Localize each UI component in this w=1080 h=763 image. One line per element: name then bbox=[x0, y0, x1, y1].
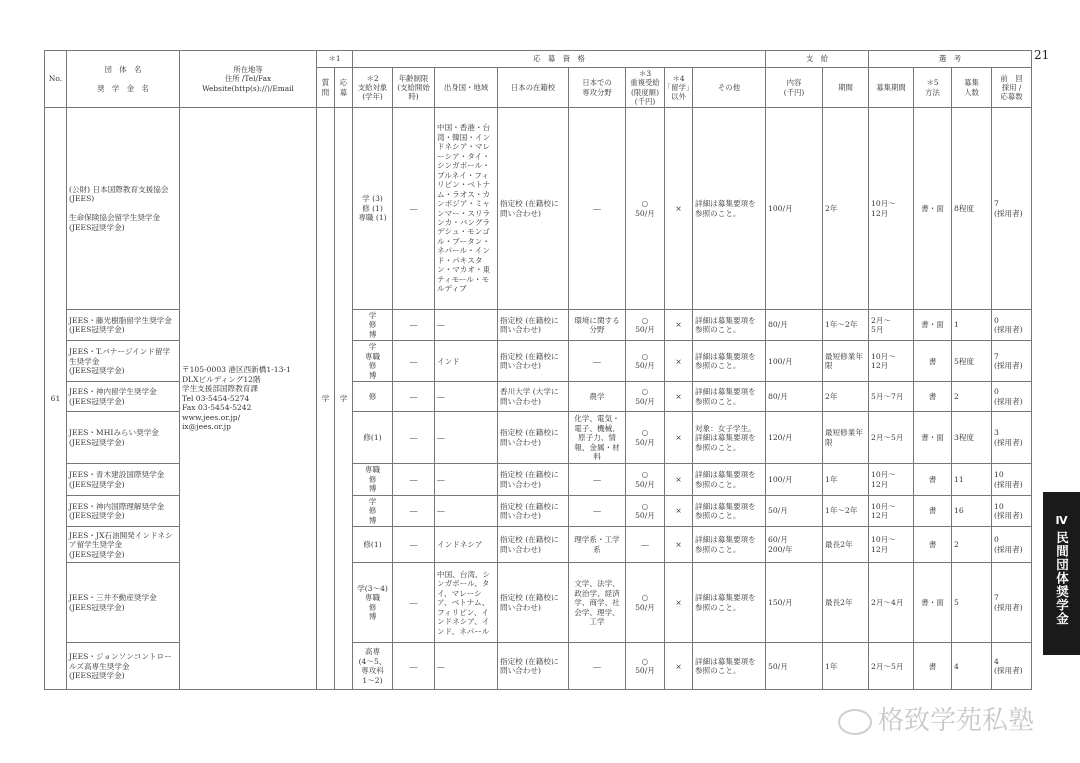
method-cell: 書 bbox=[914, 341, 952, 382]
other-cell: 詳細は募集要項を参照のこと。 bbox=[693, 341, 766, 382]
apply-cell: 学 bbox=[335, 108, 353, 690]
previous-cell: 4 (採用者) bbox=[992, 643, 1032, 690]
dual-receipt-cell: ○ 50/月 bbox=[626, 310, 665, 341]
school-cell: 指定校 (在籍校に問い合わせ) bbox=[498, 310, 569, 341]
age-limit-cell: ― bbox=[393, 643, 435, 690]
visa-cell: × bbox=[665, 310, 693, 341]
school-cell: 指定校 (在籍校に問い合わせ) bbox=[498, 527, 569, 563]
dual-receipt-cell: ○ 50/月 bbox=[626, 495, 665, 526]
major-cell: 農学 bbox=[569, 382, 626, 412]
target-cell: 修 bbox=[353, 382, 393, 412]
header-other: その他 bbox=[693, 68, 766, 108]
recruit-period-cell: 10月～ 12月 bbox=[869, 464, 914, 495]
method-cell: 書・面 bbox=[914, 108, 952, 310]
scholarship-name-cell: JEES・MHIみらい奨学金 (JEES冠奨学金) bbox=[67, 412, 180, 464]
major-cell: 理学系・工学系 bbox=[569, 527, 626, 563]
header-age: 年齢制限 (支給開始時) bbox=[393, 68, 435, 108]
count-cell: 5 bbox=[952, 563, 992, 643]
amount-cell: 100/月 bbox=[766, 108, 823, 310]
amount-cell: 80/月 bbox=[766, 310, 823, 341]
period-cell: 2年 bbox=[823, 382, 869, 412]
method-cell: 書 bbox=[914, 643, 952, 690]
amount-cell: 80/月 bbox=[766, 382, 823, 412]
school-cell: 指定校 (在籍校に問い合わせ) bbox=[498, 495, 569, 526]
count-cell: 2 bbox=[952, 527, 992, 563]
header-selection: 選 考 bbox=[869, 51, 1032, 68]
section-tab-number: Ⅳ bbox=[1055, 514, 1068, 527]
origin-cell: インド bbox=[435, 341, 498, 382]
origin-cell: ― bbox=[435, 382, 498, 412]
other-cell: 詳細は募集要項を参照のこと。 bbox=[693, 527, 766, 563]
dual-receipt-cell: ○ 50/月 bbox=[626, 382, 665, 412]
header-count: 募集 人数 bbox=[952, 68, 992, 108]
origin-cell: ― bbox=[435, 412, 498, 464]
previous-cell: 7 (採用者) bbox=[992, 108, 1032, 310]
count-cell: 5程度 bbox=[952, 341, 992, 382]
scholarship-name-cell: JEES・藤光樹脂留学生奨学金 (JEES冠奨学金) bbox=[67, 310, 180, 341]
recruit-period-cell: 2月～5月 bbox=[869, 643, 914, 690]
other-cell: 対象：女子学生。詳細は募集要項を参照のこと。 bbox=[693, 412, 766, 464]
school-cell: 香川大学 (大学に問い合わせ) bbox=[498, 382, 569, 412]
target-cell: 学 修 博 bbox=[353, 495, 393, 526]
header-period: 期間 bbox=[823, 68, 869, 108]
age-limit-cell: ― bbox=[393, 108, 435, 310]
table-body bbox=[45, 108, 1032, 690]
age-limit-cell: ― bbox=[393, 412, 435, 464]
amount-cell: 100/月 bbox=[766, 464, 823, 495]
count-cell: 16 bbox=[952, 495, 992, 526]
watermark bbox=[838, 700, 1034, 737]
count-cell: 8程度 bbox=[952, 108, 992, 310]
recruit-period-cell: 10月～ 12月 bbox=[869, 495, 914, 526]
target-cell: 学 修 博 bbox=[353, 310, 393, 341]
inquiry-cell: 学 bbox=[317, 108, 335, 690]
school-cell: 指定校 (在籍校に問い合わせ) bbox=[498, 643, 569, 690]
target-cell: 専職 修 博 bbox=[353, 464, 393, 495]
other-cell: 詳細は募集要項を参照のこと。 bbox=[693, 464, 766, 495]
recruit-period-cell: 2月～ 5月 bbox=[869, 310, 914, 341]
school-cell: 指定校 (在籍校に問い合わせ) bbox=[498, 341, 569, 382]
visa-cell: × bbox=[665, 643, 693, 690]
header-origin: 出身国・地域 bbox=[435, 68, 498, 108]
count-cell: 2 bbox=[952, 382, 992, 412]
visa-cell: × bbox=[665, 108, 693, 310]
count-cell: 11 bbox=[952, 464, 992, 495]
dual-receipt-cell: ○ 50/月 bbox=[626, 643, 665, 690]
period-cell: 1年 bbox=[823, 643, 869, 690]
origin-cell: ― bbox=[435, 643, 498, 690]
school-cell: 指定校 (在籍校に問い合わせ) bbox=[498, 108, 569, 310]
target-cell: 学 (3) 修 (1) 専職 (1) bbox=[353, 108, 393, 310]
target-cell: 学 専職 修 博 bbox=[353, 341, 393, 382]
school-cell: 指定校 (在籍校に問い合わせ) bbox=[498, 563, 569, 643]
table-row bbox=[45, 108, 1032, 310]
recruit-period-cell: 2月～4月 bbox=[869, 563, 914, 643]
previous-cell: 7 (採用者) bbox=[992, 341, 1032, 382]
major-cell: 環境に関する分野 bbox=[569, 310, 626, 341]
visa-cell: × bbox=[665, 495, 693, 526]
count-cell: 3程度 bbox=[952, 412, 992, 464]
target-cell: 高専 (4～5、 専攻科 1～2) bbox=[353, 643, 393, 690]
age-limit-cell: ― bbox=[393, 464, 435, 495]
period-cell: 最長2年 bbox=[823, 527, 869, 563]
scholarship-name-cell: JEES・神内国際理解奨学金 (JEES冠奨学金) bbox=[67, 495, 180, 526]
header-eligibility: 応 募 資 格 bbox=[353, 51, 766, 68]
recruit-period-cell: 5月～7月 bbox=[869, 382, 914, 412]
header-previous: 前 回 採用 / 応募数 bbox=[992, 68, 1032, 108]
major-cell: ― bbox=[569, 341, 626, 382]
origin-cell: 中国、台湾、シンガポール、タイ、マレーシア、ベトナム、フィリピン、インドネシア、インド、ネパール bbox=[435, 563, 498, 643]
dual-receipt-cell: ○ 50/月 bbox=[626, 563, 665, 643]
period-cell: 最短修業年限 bbox=[823, 412, 869, 464]
period-cell: 1年～2年 bbox=[823, 495, 869, 526]
method-cell: 書 bbox=[914, 495, 952, 526]
target-cell: 学(3～4) 専職 修 博 bbox=[353, 563, 393, 643]
header-star1: ＊1 bbox=[317, 51, 353, 68]
previous-cell: 0 (採用者) bbox=[992, 527, 1032, 563]
visa-cell: × bbox=[665, 563, 693, 643]
scholarship-table bbox=[44, 50, 1032, 690]
header-target: ＊2 支給対象 (学年) bbox=[353, 68, 393, 108]
org-number-cell: 61 bbox=[45, 108, 67, 690]
recruit-period-cell: 10月～ 12月 bbox=[869, 108, 914, 310]
method-cell: 書・面 bbox=[914, 310, 952, 341]
previous-cell: 10 (採用者) bbox=[992, 495, 1032, 526]
major-cell: ― bbox=[569, 495, 626, 526]
period-cell: 1年 bbox=[823, 464, 869, 495]
recruit-period-cell: 10月～ 12月 bbox=[869, 341, 914, 382]
origin-cell: ― bbox=[435, 495, 498, 526]
header-recruit-period: 募集期間 bbox=[869, 68, 914, 108]
origin-cell: 中国・香港・台湾・韓国・インドネシア・マレーシア・タイ・シンガポール・ブルネイ・フィリピン・ベトナム・ラオス・カンボジア・ミャンマー・スリランカ・バングラデシュ・モンゴル・ブータン・ネパール・インド・パキスタン・マカオ・東ティモール・モルディブ bbox=[435, 108, 498, 310]
period-cell: 最短修業年限 bbox=[823, 341, 869, 382]
dual-receipt-cell: ○ 50/月 bbox=[626, 464, 665, 495]
header-no: No. bbox=[45, 51, 67, 108]
age-limit-cell: ― bbox=[393, 310, 435, 341]
count-cell: 1 bbox=[952, 310, 992, 341]
major-cell: ― bbox=[569, 108, 626, 310]
header-method: ＊5 方法 bbox=[914, 68, 952, 108]
header-visa: ＊4 ｢留学｣ 以外 bbox=[665, 68, 693, 108]
header-name: 団 体 名 奨 学 金 名 bbox=[67, 51, 180, 108]
previous-cell: 0 (採用者) bbox=[992, 310, 1032, 341]
recruit-period-cell: 2月～5月 bbox=[869, 412, 914, 464]
header-amount: 内容 (千円) bbox=[766, 68, 823, 108]
other-cell: 詳細は募集要項を参照のこと。 bbox=[693, 563, 766, 643]
header-school: 日本の在籍校 bbox=[498, 68, 569, 108]
page-number: 21 bbox=[1034, 48, 1050, 62]
dual-receipt-cell: ○ 50/月 bbox=[626, 108, 665, 310]
method-cell: 書 bbox=[914, 382, 952, 412]
amount-cell: 150/月 bbox=[766, 563, 823, 643]
visa-cell: × bbox=[665, 341, 693, 382]
header-major: 日本での 専攻分野 bbox=[569, 68, 626, 108]
method-cell: 書 bbox=[914, 527, 952, 563]
scholarship-name-cell: JEES・神内留学生奨学金 (JEES冠奨学金) bbox=[67, 382, 180, 412]
age-limit-cell: ― bbox=[393, 527, 435, 563]
amount-cell: 100/月 bbox=[766, 341, 823, 382]
amount-cell: 50/月 bbox=[766, 643, 823, 690]
method-cell: 書 bbox=[914, 464, 952, 495]
visa-cell: × bbox=[665, 464, 693, 495]
header-dual: ＊3 重複受給 (限度額) (千円) bbox=[626, 68, 665, 108]
origin-cell: ― bbox=[435, 464, 498, 495]
visa-cell: × bbox=[665, 527, 693, 563]
major-cell: ― bbox=[569, 643, 626, 690]
amount-cell: 50/月 bbox=[766, 495, 823, 526]
dual-receipt-cell: ○ 50/月 bbox=[626, 412, 665, 464]
recruit-period-cell: 10月～ 12月 bbox=[869, 527, 914, 563]
wechat-icon bbox=[838, 709, 872, 735]
header-payment: 支 給 bbox=[766, 51, 869, 68]
scholarship-name-cell: JEES・三井不動産奨学金 (JEES冠奨学金) bbox=[67, 563, 180, 643]
method-cell: 書・面 bbox=[914, 412, 952, 464]
count-cell: 4 bbox=[952, 643, 992, 690]
header-inquiry: 質 問 bbox=[317, 68, 335, 108]
target-cell: 修(1) bbox=[353, 412, 393, 464]
dual-receipt-cell: ○ 50/月 bbox=[626, 341, 665, 382]
previous-cell: 3 (採用者) bbox=[992, 412, 1032, 464]
scholarship-name-cell: JEES・T.バナージインド留学生奨学金 (JEES冠奨学金) bbox=[67, 341, 180, 382]
method-cell: 書・面 bbox=[914, 563, 952, 643]
school-cell: 指定校 (在籍校に問い合わせ) bbox=[498, 464, 569, 495]
previous-cell: 7 (採用者) bbox=[992, 563, 1032, 643]
period-cell: 最長2年 bbox=[823, 563, 869, 643]
other-cell: 詳細は募集要項を参照のこと。 bbox=[693, 382, 766, 412]
school-cell: 指定校 (在籍校に問い合わせ) bbox=[498, 412, 569, 464]
address-cell: 〒105-0003 港区西新橋1-13-1 DLXビルディング12階 学生支援部国際教育課 Tel 03-5454-5274 Fax 03-5454-5242 www.jees.or.jp/ ix@jees.or.jp bbox=[180, 108, 317, 690]
header-address: 所在地等 住所 /Tel/Fax Website(http(s)://)/Email bbox=[180, 51, 317, 108]
age-limit-cell: ― bbox=[393, 563, 435, 643]
visa-cell: × bbox=[665, 382, 693, 412]
header-apply: 応 募 bbox=[335, 68, 353, 108]
amount-cell: 120/月 bbox=[766, 412, 823, 464]
scholarship-name-cell: JEES・JX石油開発インドネシア留学生奨学金 (JEES冠奨学金) bbox=[67, 527, 180, 563]
other-cell: 詳細は募集要項を参照のこと。 bbox=[693, 310, 766, 341]
period-cell: 2年 bbox=[823, 108, 869, 310]
amount-cell: 60/月 200/年 bbox=[766, 527, 823, 563]
previous-cell: 10 (採用者) bbox=[992, 464, 1032, 495]
previous-cell: 0 (採用者) bbox=[992, 382, 1032, 412]
other-cell: 詳細は募集要項を参照のこと。 bbox=[693, 643, 766, 690]
scholarship-name-cell: (公財) 日本国際教育支援協会 (JEES) 生命保険協会留学生奨学金 (JEES冠奨学金) bbox=[67, 108, 180, 310]
scholarship-name-cell: JEES・青木建設国際奨学金 (JEES冠奨学金) bbox=[67, 464, 180, 495]
section-tab bbox=[1043, 492, 1080, 655]
target-cell: 修(1) bbox=[353, 527, 393, 563]
period-cell: 1年～2年 bbox=[823, 310, 869, 341]
age-limit-cell: ― bbox=[393, 495, 435, 526]
major-cell: ― bbox=[569, 464, 626, 495]
age-limit-cell: ― bbox=[393, 382, 435, 412]
age-limit-cell: ― bbox=[393, 341, 435, 382]
other-cell: 詳細は募集要項を参照のこと。 bbox=[693, 495, 766, 526]
major-cell: 化学、電気・電子、機械、原子力、情報、金属・材料 bbox=[569, 412, 626, 464]
visa-cell: × bbox=[665, 412, 693, 464]
other-cell: 詳細は募集要項を参照のこと。 bbox=[693, 108, 766, 310]
origin-cell: インドネシア bbox=[435, 527, 498, 563]
major-cell: 文学、法学、政治学、経済学、商学、社会学、理学、工学 bbox=[569, 563, 626, 643]
watermark-text: 格致学苑私塾 bbox=[878, 706, 1035, 736]
section-tab-label: 民間団体奨学金 bbox=[1054, 531, 1070, 626]
scholarship-name-cell: JEES・ジョンソンコントロールズ高専生奨学金 (JEES冠奨学金) bbox=[67, 643, 180, 690]
dual-receipt-cell: ― bbox=[626, 527, 665, 563]
origin-cell: ― bbox=[435, 310, 498, 341]
